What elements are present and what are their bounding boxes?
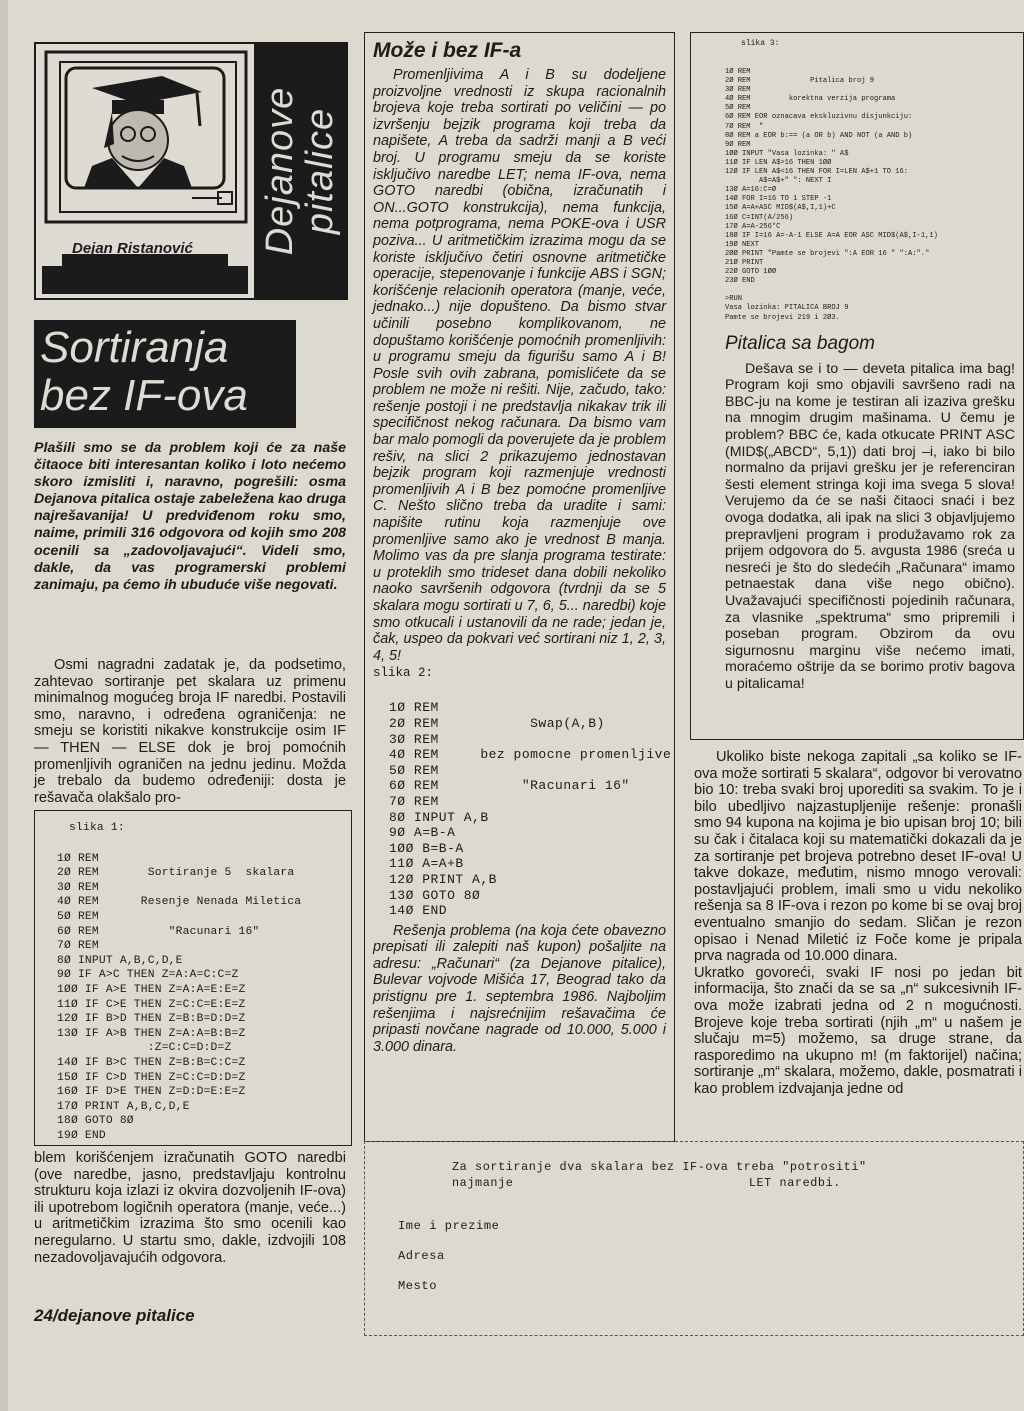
listing-3-line: 7Ø REM " — [725, 122, 764, 131]
listing-2-line: 11Ø A=A+B — [389, 856, 464, 872]
rubric-band — [254, 44, 346, 298]
listing-1-line: 6Ø REM "Racunari 16" — [57, 925, 260, 938]
listing-1-line: 12Ø IF B>D THEN Z=B:B=D:D=Z — [57, 1013, 246, 1026]
column3-text: Ukoliko biste nekoga zapitali „sa koliko se IF-ova može sortirati 5 skalara“, odgovor bi verovatno bio 10: treba svaki broj uporediti sa svakim. To je i bilo ubedljivo najzastupljenije rešenje: pronašli smo 94 kupona na kojima je bio upisan broj 10; bili su čak i čitalaca koji su matematički dokazali da je za sortiranje pet brojeva potrebno deset IF-ova! U takve dokaze, međutim, nismo mnogo verovali: postavljajući problem, imali smo u vidu nekoliko rešenja sa 8 IF-ova i rezon po kome bi se ovaj broj eventualno smanjio do sedam. Sličan je rezon opisao i Nenad Miletić iz Foče kome je pripala prva nagrada od 10.000 dinara. Ukratko govoreći, svaki IF nosi po jedan bit informacija, što znači da se sa „n“ sukcesivnih IF-ova može izabrati jedna od 2 n mogućnosti. Brojeve koje treba sortirati (njih „m“ u našem je slučaju m=5) možemo, sa druge strane, da rasporedimo na ukupno m! (m faktorijel) načina; sortiranje „m“ skalara, možemo, dakle, posmatrati i kao problem izdvajanja jedne od — [694, 749, 1022, 1097]
listing-1-line: :Z=C:C=D:D=Z — [57, 1042, 232, 1055]
listing-2-lines — [373, 700, 672, 919]
listing-1-line: 1ØØ IF A>E THEN Z=A:A=E:E=Z — [57, 983, 246, 996]
listing-3-line: 18Ø IF I=16 A=-A-1 ELSE A=A EOR ASC MID$(A$,I-1,1) — [725, 231, 938, 240]
listing-3-line: 14Ø FOR I=16 TO 1 STEP -1 — [725, 195, 832, 204]
coupon-line-1: Za sortiranje dva skalara bez IF-ova treba "potrositi" — [452, 1160, 867, 1174]
coupon-city-label: Mesto — [398, 1279, 438, 1293]
rubric-line-1: Dejanove — [259, 86, 301, 256]
listing-3-line: 22Ø GOTO 1ØØ — [725, 268, 777, 277]
listing-3-line: 17Ø A=A-256*C — [725, 222, 781, 231]
listing-1-line: 16Ø IF D>E THEN Z=D:D=E:E=Z — [57, 1086, 246, 1099]
listing-2-line: 3Ø REM — [389, 731, 439, 747]
listing-2-line: 12Ø PRINT A,B — [389, 871, 497, 887]
listing-2-line: 5Ø REM — [389, 762, 439, 778]
listing-2-line: 4Ø REM bez pomocne promenljive — [389, 747, 672, 763]
listing-3-line: 16Ø C=INT(A/256) — [725, 213, 794, 222]
listing-3-lines — [701, 68, 1015, 323]
coupon-address-label: Adresa — [398, 1249, 445, 1263]
listing-1-line: 17Ø PRINT A,B,C,D,E — [57, 1100, 190, 1113]
coupon — [364, 1141, 1024, 1336]
listing-1-caption: slika 1: — [69, 822, 125, 834]
listing-2-line: 8Ø INPUT A,B — [389, 809, 489, 825]
listing-3-line: 12Ø IF LEN A$<16 THEN FOR I=LEN A$+1 TO 16: — [725, 168, 909, 177]
listing-1-line: 2Ø REM Sortiranje 5 skalara — [57, 867, 295, 880]
listing-2-line: 13Ø GOTO 8Ø — [389, 887, 481, 903]
listing-3-line: 1Ø REM — [725, 68, 751, 76]
bug-title: Pitalica sa bagom — [725, 332, 875, 354]
column1-text-intro: Osmi nagradni zadatak je, da podsetimo, zahtevao sortiranje pet skalara uz primenu minimalnog mogućeg broja IF naredbi. Postavili smo, naravno, i određena ograničenja: ne smeju se koristiti nikakve konstrukcije osim IF — THEN — ELSE dok je broj pomoćnih promenljivih ograničen na jednu jedinu. Možda je trebalo da budemo određeniji: dosta je rešavača olakšalo pro- — [34, 657, 346, 806]
magazine-page — [8, 0, 1024, 1411]
title-line-1: Sortiranja — [40, 323, 229, 372]
listing-3-line: 6Ø REM EOR oznacava ekskluzivnu disjunkciju: — [725, 113, 913, 122]
listing-1-line: 3Ø REM — [57, 881, 99, 894]
listing-3-line: 5Ø REM — [725, 104, 751, 113]
listing-2-line: 1Ø REM — [389, 700, 439, 716]
listing-3-line: 13Ø A=16:C=Ø — [725, 186, 777, 195]
listing-3-line: 2Ø REM Pitalica broj 9 — [725, 77, 874, 86]
listing-3-line — [725, 286, 1015, 295]
listing-3-line: 3Ø REM — [725, 86, 751, 95]
title-block — [34, 320, 296, 428]
coupon-city-field[interactable] — [484, 1281, 984, 1299]
coupon-line-2b: LET naredbi. — [748, 1176, 841, 1190]
listing-3-line: 11Ø IF LEN A$>16 THEN 1ØØ — [725, 158, 832, 167]
listing-2-line: 7Ø REM — [389, 793, 439, 809]
listing-1-line: 7Ø REM — [57, 940, 99, 953]
author-name: Dejan Ristanović — [72, 240, 193, 257]
lead-paragraph: Plašili smo se da problem koji će za naše čitaoce biti interesantan koliko i loto nećemo skoro izmisliti i, naravno, pogrešili: osma Dejanova pitalica ostaje zabeležena kao druga najrešavanija! U predviđenom roku smo, naime, primili 316 odgovora od kojih smo 208 ocenili sa „zadovoljavajući“. Videli smo, dakle, da vas programerski problemi zanimaju, pa ćemo ih ubuduće više negovati. — [34, 440, 346, 593]
listing-2-line: 1ØØ B=B-A — [389, 840, 464, 856]
coupon-name-label: Ime i prezime — [398, 1219, 500, 1233]
listing-1-line: 4Ø REM Resenje Nenada Miletica — [57, 896, 302, 909]
listing-1-line: 8Ø INPUT A,B,C,D,E — [57, 954, 183, 967]
listing-1-line: 9Ø IF A>C THEN Z=A:A=C:C=Z — [57, 969, 239, 982]
puzzle-title: Može i bez IF-a — [373, 39, 522, 62]
listing-3-line: 21Ø PRINT — [725, 258, 764, 267]
listing-3-line: 19Ø NEXT — [725, 240, 760, 249]
listing-2-line: 9Ø A=B-A — [389, 825, 456, 841]
rubric-line-2: pitalice — [299, 107, 341, 235]
listing-1-line: 14Ø IF B>C THEN Z=B:B=C:C=Z — [57, 1056, 246, 1069]
listing-2-caption: slika 2: — [373, 666, 434, 681]
listing-2-line: 2Ø REM Swap(A,B) — [389, 715, 605, 731]
coupon-address-field[interactable] — [484, 1251, 984, 1269]
listing-2-line: 14Ø END — [389, 903, 448, 919]
listing-3-line: 23Ø END — [725, 277, 755, 286]
page-footer: 24/dejanove pitalice — [34, 1306, 195, 1325]
listing-1-line: 18Ø GOTO 8Ø — [57, 1115, 134, 1128]
listing-1-line: 1Ø REM — [57, 852, 99, 865]
header-box — [34, 42, 348, 300]
listing-3-line: 1ØØ INPUT "Vasa lozinka: " A$ — [725, 149, 849, 158]
listing-3-line: A$=A$+" ": NEXT I — [725, 177, 832, 186]
listing-3-line: 4Ø REM korektna verzija programa — [725, 95, 896, 104]
listing-1-line: 11Ø IF C>E THEN Z=C:C=E:E=Z — [57, 998, 246, 1011]
listing-3-line: 9Ø REM — [725, 140, 751, 149]
tv-monitor-illustration — [42, 48, 252, 298]
listing-1-line: 19Ø END — [57, 1129, 106, 1142]
listing-2-line: 6Ø REM "Racunari 16" — [389, 778, 630, 794]
coupon-name-field[interactable] — [524, 1221, 984, 1239]
listing-3-line: Pamte se brojevi 219 i 2Ø3. — [725, 313, 840, 322]
listing-3-caption: slika 3: — [741, 39, 780, 48]
listing-3-line: 2ØØ PRINT "Pamte se brojevi ":A EOR 16 " ":A:"." — [725, 249, 930, 258]
bug-box — [690, 32, 1024, 740]
listing-3-line: Vasa lozinka: PITALICA BROJ 9 — [725, 304, 849, 313]
column1-text-continued: blem korišćenjem izračunatih GOTO naredbi (ove naredbe, jasno, predstavljaju kontrolnu strukturu koja izlazi iz okvira dozvoljenih IF-ova) ili upotrebom logičnih operatora (manje, veće...) u aritmetičkim izrazima što smo ocenili kao neregularno. U startu smo, dakle, izdvojili 108 nezadovoljavajućih odgovora. — [34, 1150, 346, 1266]
bug-text: Dešava se i to — deveta pitalica ima bag! Program koji smo objavili savršeno radi na BBC-ju na kome je testiran ali izaziva grešku na mnogim drugim mašinama. U čemu je problem? BBC će, kada otkucate PRINT ASC (MID$(„ABCD“, 5,1)) dati broj –i, iako bi bilo normalno da prijavi grešku jer je referenciran šesti element stringa koji ima svega 5 slova! Verujemo da će se naši čitaoci snaći i bez ovoga dodatka, ali ipak na slici 3 objavljujemo prepravljeni program i produžavamo rok za prijem odgovora do 5. avgusta 1986 (sreća u nesreći je što do sledećih „Računara“ imamo petnaestak dana više nego obično). Uvažavajući specifičnosti pojedinih računara, za vlasnike „spektruma“ smo pripremili i poseban program. Obzirom da ovu sigurnosnu marginu više nećemo imati, moraćemo oštrije da se borimo protiv bagova u pitalicama! — [725, 360, 1015, 692]
listing-1-line: 13Ø IF A>B THEN Z=A:A=B:B=Z — [57, 1027, 246, 1040]
listing-1 — [34, 810, 352, 1146]
listing-1-line: 5Ø REM — [57, 910, 99, 923]
listing-1-line: 15Ø IF C>D THEN Z=C:C=D:D=Z — [57, 1071, 246, 1084]
listing-3-line: 15Ø A=A+ASC MID$(A$,I,1)+C — [725, 204, 836, 213]
title-line-2: bez IF-ova — [40, 371, 248, 420]
puzzle-box — [364, 32, 675, 1142]
puzzle-submission-note: Rešenja problema (na koja ćete obavezno prepisati ili zalepiti naš kupon) pošaljite na adresu: „Računari“ (za Dejanove pitalice), Bulevar vojvode Mišića 17, Beograd tako da pristignu pre 1. septembra 1986. Najboljim rešenjima i najsrećnijim rešavačima će pripasti novčane nagrade od 10.000, 5.000 i 3.000 dinara. — [373, 922, 666, 1055]
listing-1-lines — [57, 852, 351, 1144]
listing-3-line: >RUN — [725, 295, 743, 304]
coupon-question — [452, 1159, 867, 1191]
listing-3-line: 8Ø REM a EOR b:== (a OR b) AND NOT (a AND b) — [725, 131, 913, 140]
coupon-line-2a: najmanje — [452, 1176, 514, 1190]
puzzle-text: Promenljivima A i B su dodeljene proizvoljne vrednosti iz skupa racionalnih brojeva koje treba sortirati po veličini — po izvršenju bejzik programa koji treba da napišete, A treba da sadrži manji a B veći broj. U programu smeju da se koriste isključivo naredbe LET; nema IF-ova, nema GOTO naredbi (obična, izračunatih i ON...GOTO konstrukcija), nema funkcija, nema potprograma, nema POKE-ova i USR poziva... U aritmetičkim izrazima mogu da se koriste isključivo četiri osnovne aritmetičke operacije, stepenovanje i funkcije ABS i SGN; korišćenje relacionih operatora (manje, veće, jednako...) nije dopušteno. Da bismo stvar učinili posebno komplikovanom, ne dopuštamo korišćenje pomoćnih promenljivih: u programu smeju da figurišu samo A i B! Posle svih ovih zabrana, pomislićete da se problem ne može ni rešiti. Nije, začudo, tako: rešenje postoji i ne predstavlja nikakav trik ili specifičnost nekog računara. Da bismo vam bar malo pomogli da poverujete da je problem rešiv, na slici 2 prikazujemo jednostavan bejzik program koji razmenjuje vrednosti promenljivih A i B bez pomoćne promenljive C. Nešto slično treba da uradite i sami: napišite rutinu koja razmenjuje ove promenljive samo ako je vrednost B manja. Molimo vas da pre slanja programa testirate: u proteklih smo trideset dana dobili nekoliko naoko savršenih odgovora (tvrdnji da se 5 skalara mogu sortirati u 7, 6, 5... naredbi) koje smo otkucali i ustanovili da ne rade; jedan je, čak, uspeo da pokvari već sortirani niz 1, 2, 3, 4, 5! — [373, 67, 666, 664]
